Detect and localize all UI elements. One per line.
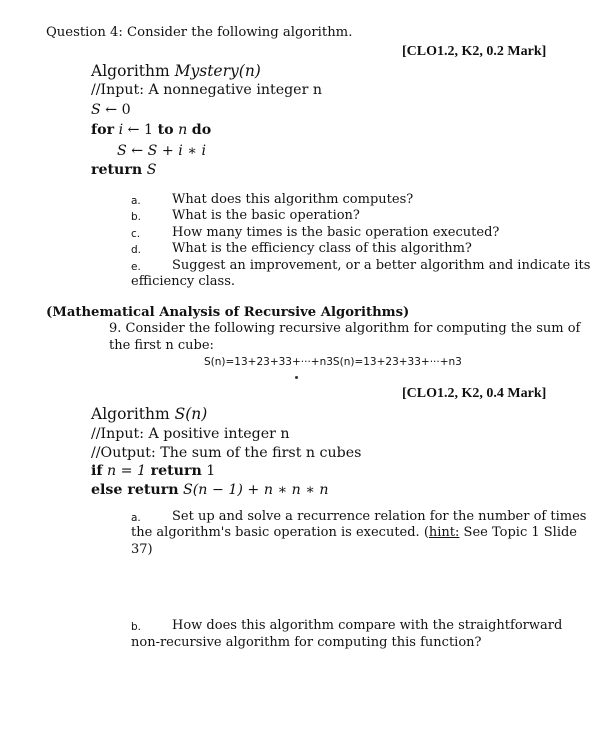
algorithm-keyword: Algorithm — [91, 405, 170, 423]
algorithm-header — [91, 62, 261, 80]
question-4-title: Question 4: Consider the following algorithm. — [46, 25, 353, 40]
algorithm-input-comment: //Input: A nonnegative integer n — [91, 82, 322, 98]
item-a-text: What does this algorithm computes? — [172, 192, 414, 207]
algorithm-line-else: else return S(n − 1) + n ∗ n ∗ n — [91, 482, 329, 498]
algorithm-name: S(n) — [174, 405, 208, 423]
item-e-label: e. — [131, 261, 141, 273]
item-a-line-3: 37) — [131, 542, 153, 557]
item-a-line-1: Set up and solve a recurrence relation for the number of times — [172, 509, 587, 524]
algorithm-output-comment: //Output: The sum of the first n cubes — [91, 445, 362, 461]
item-b-line-2: non-recursive algorithm for computing this function? — [131, 635, 482, 650]
algorithm-keyword: Algorithm — [91, 62, 170, 80]
algorithm-name: Mystery(n) — [174, 62, 261, 80]
item-c-text: How many times is the basic operation executed? — [172, 225, 500, 240]
section-title: (Mathematical Analysis of Recursive Algorithms) — [46, 305, 410, 320]
algorithm-line-for: for i ← 1 to n do — [91, 122, 212, 138]
question-9-marks: [CLO1.2, K2, 0.4 Mark] — [402, 386, 547, 401]
algorithm-header — [91, 405, 207, 423]
algorithm-input-comment: //Input: A positive integer n — [91, 426, 290, 442]
item-b-text: What is the basic operation? — [172, 208, 360, 223]
item-a-label: a. — [131, 512, 141, 524]
item-b-label: b. — [131, 621, 142, 633]
item-e-continuation: efficiency class. — [131, 274, 236, 289]
item-a-line-2: the algorithm's basic operation is executed. (hint: See Topic 1 Slide — [131, 525, 577, 540]
algorithm-line-return: return S — [91, 162, 157, 178]
item-b-label: b. — [131, 211, 142, 223]
question-9-line-1: 9. Consider the following recursive algorithm for computing the sum of — [109, 321, 581, 336]
hint-label: hint: — [428, 525, 460, 540]
question-4-marks: [CLO1.2, K2, 0.2 Mark] — [402, 44, 547, 59]
algorithm-line-body: S ← S + i ∗ i — [117, 143, 206, 159]
item-d-label: d. — [131, 244, 142, 256]
item-d-text: What is the efficiency class of this algorithm? — [172, 241, 472, 256]
stray-dot — [295, 376, 298, 379]
item-c-label: c. — [131, 228, 141, 240]
item-b-line-1: How does this algorithm compare with the straightforward — [172, 618, 563, 633]
sum-formula: S(n)=13+23+33+···+n3S(n)=13+23+33+···+n3 — [204, 356, 462, 368]
item-a-label: a. — [131, 195, 141, 207]
algorithm-line-if: if n = 1 return 1 — [91, 463, 216, 479]
question-9-line-2: the first n cube: — [109, 338, 214, 353]
algorithm-line-init: S ← 0 — [91, 102, 131, 118]
item-e-text: Suggest an improvement, or a better algorithm and indicate its — [172, 258, 591, 273]
